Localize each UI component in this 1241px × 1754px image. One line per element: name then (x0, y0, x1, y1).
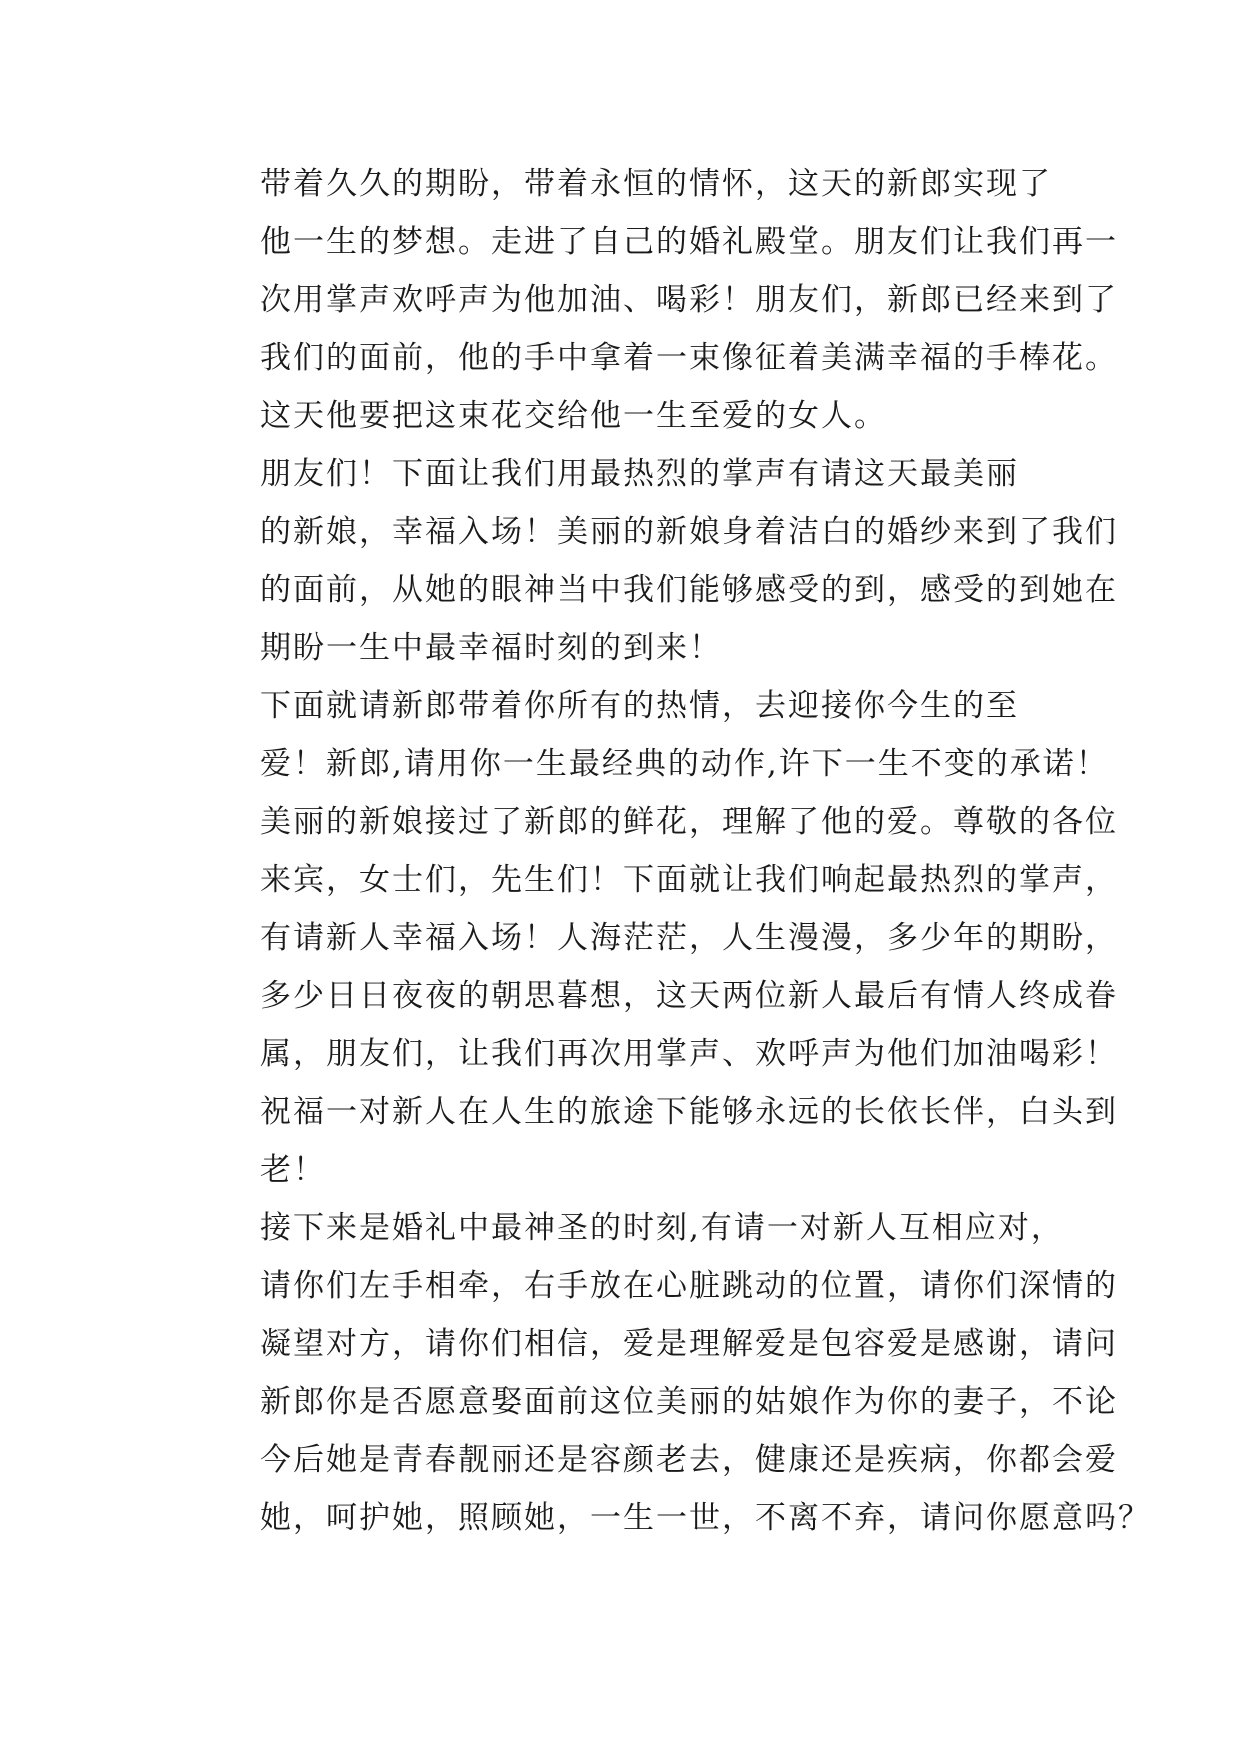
text-line: 次用掌声欢呼声为他加油、喝彩！朋友们，新郎已经来到了 (260, 282, 1118, 318)
text-line: 美丽的新娘接过了新郎的鲜花，理解了他的爱。尊敬的各位 (260, 804, 1118, 840)
text-line: 她，呵护她，照顾她，一生一世，不离不弃，请问你愿意吗？ (260, 1500, 1151, 1536)
text-line: 属，朋友们，让我们再次用掌声、欢呼声为他们加油喝彩！ (260, 1036, 1118, 1072)
text-line: 下面就请新郎带着你所有的热情，去迎接你今生的至 (260, 688, 1019, 724)
text-line: 朋友们！下面让我们用最热烈的掌声有请这天最美丽 (260, 456, 1019, 492)
text-line: 请你们左手相牵，右手放在心脏跳动的位置，请你们深情的 (260, 1268, 1118, 1304)
paragraph-groom-entrance (192, 155, 1118, 445)
text-line: 他一生的梦想。走进了自己的婚礼殿堂。朋友们让我们再一 (260, 224, 1118, 260)
paragraph-vows (192, 1199, 1151, 1547)
text-line: 来宾，女士们，先生们！下面就让我们响起最热烈的掌声， (260, 862, 1118, 898)
text-line: 期盼一生中最幸福时刻的到来！ (260, 630, 722, 666)
text-line: 老！ (260, 1152, 326, 1188)
paragraph-couple-entrance (192, 677, 1118, 1199)
text-line: 祝福一对新人在人生的旅途下能够永远的长依长伴，白头到 (260, 1094, 1118, 1130)
text-line: 这天他要把这束花交给他一生至爱的女人。 (260, 398, 887, 434)
text-line: 带着久久的期盼，带着永恒的情怀，这天的新郎实现了 (260, 166, 1052, 202)
paragraph-bride-entrance (192, 445, 1118, 677)
text-line: 有请新人幸福入场！人海茫茫，人生漫漫，多少年的期盼， (260, 920, 1118, 956)
text-line: 我们的面前，他的手中拿着一束像征着美满幸福的手棒花。 (260, 340, 1118, 376)
text-line: 多少日日夜夜的朝思暮想，这天两位新人最后有情人终成眷 (260, 978, 1118, 1014)
text-line: 接下来是婚礼中最神圣的时刻,有请一对新人互相应对， (260, 1210, 1064, 1246)
text-line: 的新娘，幸福入场！美丽的新娘身着洁白的婚纱来到了我们 (260, 514, 1118, 550)
text-line: 凝望对方，请你们相信，爱是理解爱是包容爱是感谢，请问 (260, 1326, 1118, 1362)
text-line: 爱！新郎,请用你一生最经典的动作,许下一生不变的承诺！ (260, 746, 1109, 782)
document-body (192, 155, 1151, 1547)
text-line: 的面前，从她的眼神当中我们能够感受的到，感受的到她在 (260, 572, 1118, 608)
text-line: 新郎你是否愿意娶面前这位美丽的姑娘作为你的妻子，不论 (260, 1384, 1118, 1420)
text-line: 今后她是青春靓丽还是容颜老去，健康还是疾病，你都会爱 (260, 1442, 1118, 1478)
